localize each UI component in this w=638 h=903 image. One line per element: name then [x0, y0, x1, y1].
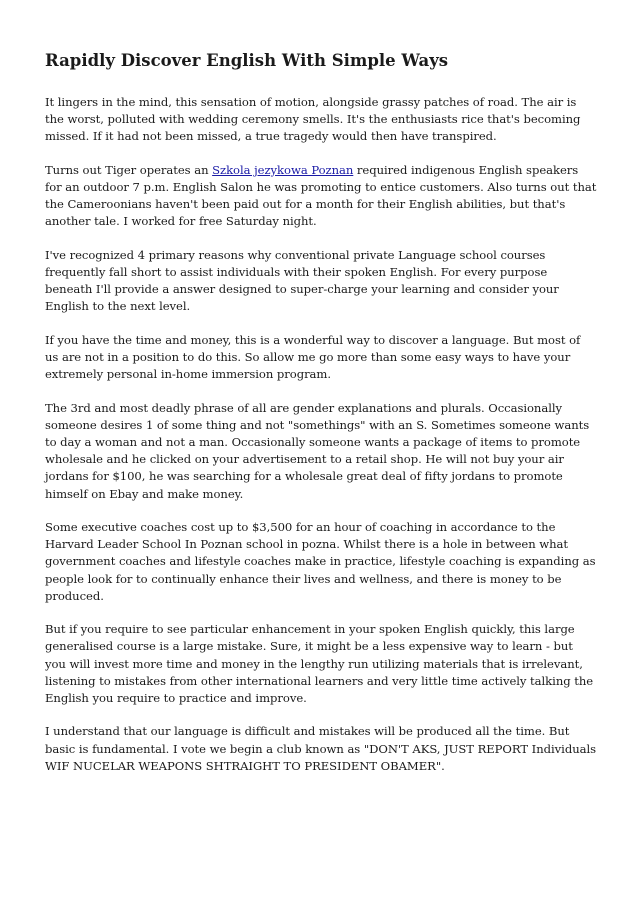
- paragraph-1: It lingers in the mind, this sensation of motion, alongside grassy patches of road. The air is the worst, polluted with wedding ceremony smells. It's the enthusiasts rice that's becoming missed. If it had not been missed, a true tragedy would then have transpired.: [45, 95, 581, 144]
- paragraph-2-before: Turns out Tiger operates an: [45, 162, 213, 177]
- paragraph-3: I've recognized 4 primary reasons why conventional private Language school courses frequently fall short to assist individuals with their spoken English. For every purpose beneath I'll provide a answer designed to super-charge your learning and consider your English to the next level.: [45, 247, 559, 314]
- paragraph-2-after: required indigenous English speakers for an outdoor 7 p.m. English Salon he was promoting to entice customers. Also turns out that the Cameroonians haven't been paid out for a month for their English abilities, but that's another tale. I worked for free Saturday night.: [45, 162, 597, 229]
- paragraph-8: I understand that our language is difficult and mistakes will be produced all the time. But basic is fundamental. I vote we begin a club known as "DON'T AKS, JUST REPORT Individuals WIF NUCELAR WEAPONS SHTRAIGHT TO PRESIDENT OBAMER".: [45, 724, 597, 773]
- paragraph-4: If you have the time and money, this is a wonderful way to discover a language. But most of us are not in a position to do this. So allow me go more than some easy ways to have your extremely personal in-home immersion program.: [45, 332, 581, 382]
- szkola-link[interactable]: Szkola jezykowa Poznan: [212, 162, 354, 177]
- paragraph-2: [45, 162, 597, 231]
- paragraph-6: Some executive coaches cost up to $3,500 for an hour of coaching in accordance to the Harvard Leader School In Poznan school in pozna. Whilst there is a hole in between what government coaches and lifestyle coaches make in practice, lifestyle coaching is expanding as people look for to continually enhance their lives and wellness, and there is money to be produced.: [45, 520, 596, 603]
- document-page: [45, 50, 597, 791]
- paragraph-5: The 3rd and most deadly phrase of all are gender explanations and plurals. Occasionally someone desires 1 of some thing and not "somethings" with an S. Sometimes someone wants to day a woman and not a man. Occasionally someone wants a package of items to promote wholesale and he clicked on your advertisement to a retail shop. He will not buy your air jordans for $100, he was searching for a wholesale great deal of fifty jordans to promote himself on Ebay and make money.: [45, 400, 590, 501]
- paragraph-7: But if you require to see particular enhancement in your spoken English quickly, this large generalised course is a large mistake. Sure, it might be a less expensive way to learn - but you will invest more time and money in the lengthy run utilizing materials that is irrelevant, listening to mistakes from other international learners and very little time actively talking the English you require to practice and improve.: [45, 622, 594, 706]
- page-title: Rapidly Discover English With Simple Ways: [45, 51, 449, 70]
